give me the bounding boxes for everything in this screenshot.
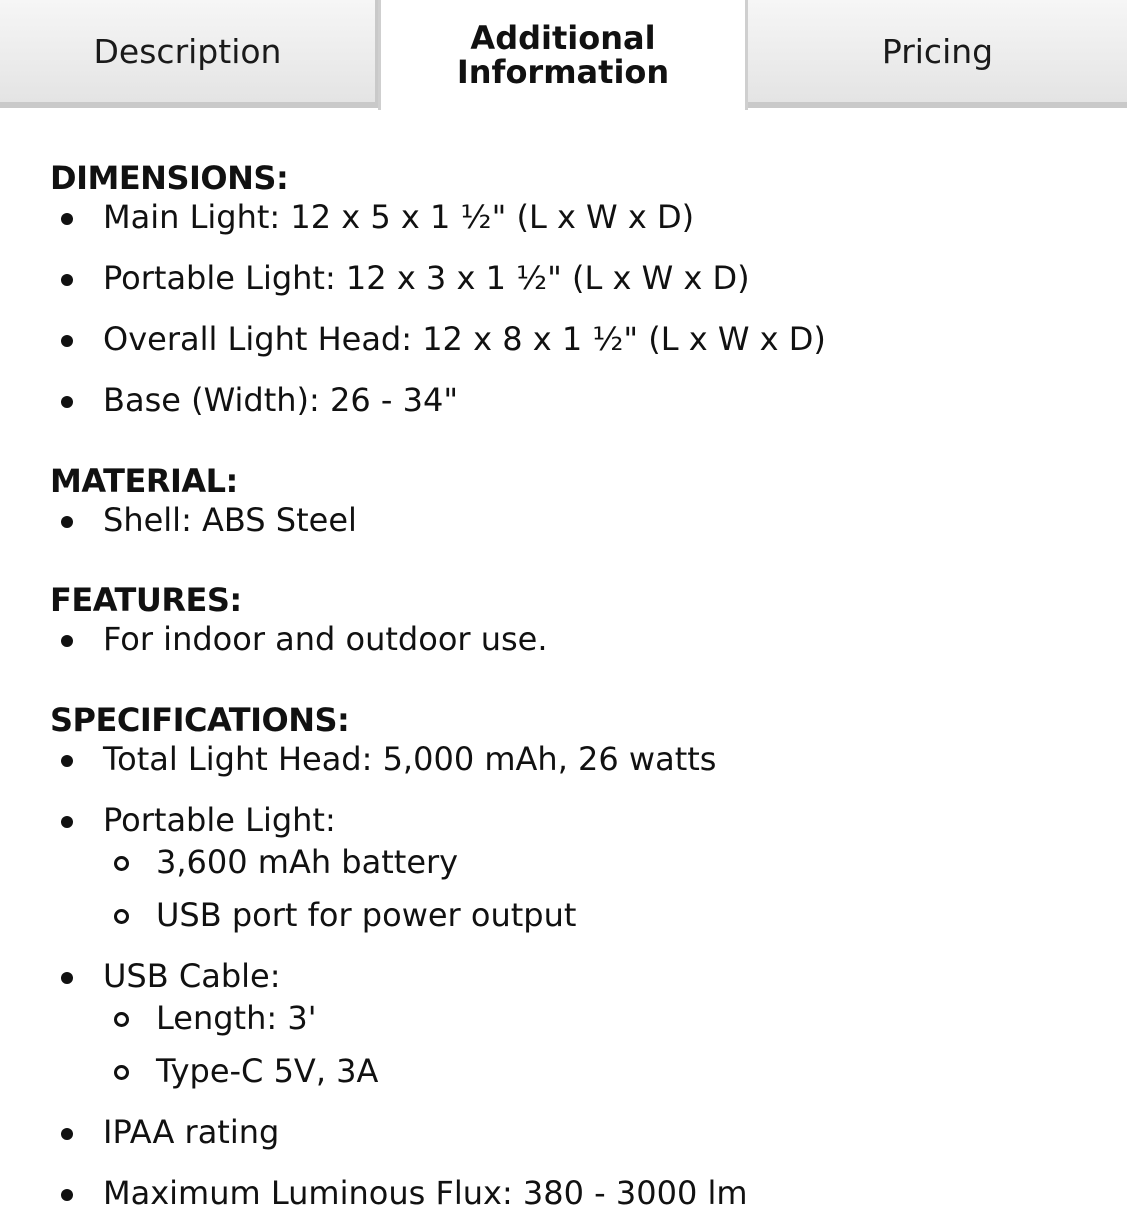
specifications-section	[50, 700, 1090, 1212]
tab-additional-information-label	[457, 21, 669, 89]
sub-list-item: 3,600 mAh battery	[103, 843, 1090, 881]
material-section	[50, 461, 1090, 539]
usb-cable-sublist	[103, 999, 1090, 1090]
list-item: Portable Light: 12 x 3 x 1 ½" (L x W x D)	[50, 259, 1090, 297]
list-item-portable-light	[50, 801, 1090, 934]
additional-information-panel	[50, 158, 1090, 1212]
tab-label-line-1: Additional	[470, 19, 656, 57]
tab-description-label: Description	[93, 31, 282, 71]
tab-pricing[interactable]	[748, 0, 1127, 108]
list-item: Shell: ABS Steel	[50, 501, 1090, 539]
usb-cable-label: USB Cable:	[103, 957, 281, 995]
dimensions-section	[50, 158, 1090, 419]
dimensions-list	[50, 198, 1090, 419]
material-list	[50, 501, 1090, 539]
list-item: For indoor and outdoor use.	[50, 620, 1090, 658]
sub-list-item: USB port for power output	[103, 896, 1090, 934]
tab-description[interactable]	[0, 0, 378, 108]
portable-light-label: Portable Light:	[103, 801, 336, 839]
list-item: Overall Light Head: 12 x 8 x 1 ½" (L x W x D)	[50, 320, 1090, 358]
sub-list-item: Type-C 5V, 3A	[103, 1052, 1090, 1090]
list-item-ipaa-rating: IPAA rating	[50, 1113, 1090, 1151]
features-list	[50, 620, 1090, 658]
material-heading: MATERIAL:	[50, 462, 238, 500]
specifications-heading: SPECIFICATIONS:	[50, 701, 350, 739]
list-item-usb-cable	[50, 957, 1090, 1090]
tab-bar	[0, 0, 1127, 110]
sub-list-item: Length: 3'	[103, 999, 1090, 1037]
list-item-total-light-head: Total Light Head: 5,000 mAh, 26 watts	[50, 740, 1090, 778]
portable-light-sublist	[103, 843, 1090, 934]
tab-additional-information[interactable]	[378, 0, 748, 110]
specifications-list	[50, 740, 1090, 1212]
list-item: Base (Width): 26 - 34"	[50, 381, 1090, 419]
features-section	[50, 580, 1090, 658]
tab-pricing-label: Pricing	[881, 31, 994, 71]
dimensions-heading: DIMENSIONS:	[50, 159, 289, 197]
list-item: Main Light: 12 x 5 x 1 ½" (L x W x D)	[50, 198, 1090, 236]
features-heading: FEATURES:	[50, 581, 242, 619]
tab-label-line-2: Information	[456, 53, 670, 91]
list-item-max-luminous-flux: Maximum Luminous Flux: 380 - 3000 lm	[50, 1174, 1090, 1212]
